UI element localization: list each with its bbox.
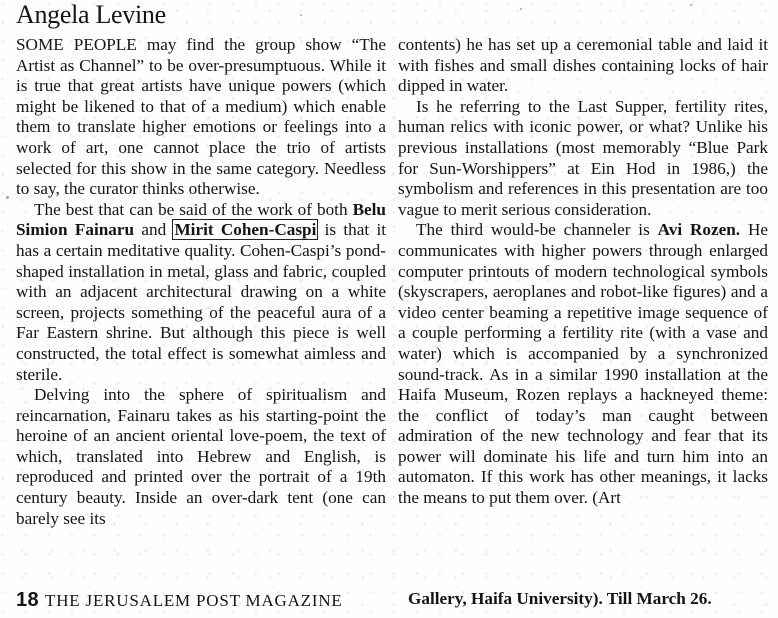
- paragraph-2-intro: The best that can be said of the work of both: [34, 199, 353, 219]
- page-footer: [16, 588, 343, 613]
- paragraph-3-text: Delving into the sphere of spiritualism and reincarnation, Fainaru takes as his starting-point the heroine of an ancient oriental love-poem, the text of which, translated into Hebrew and English, is reproduced and printed over the portrait of a 19th century beauty. Inside an over-dark tent (one can barely see its: [16, 385, 386, 528]
- page-number: 18: [16, 589, 40, 611]
- article-ending: Gallery, Haifa University). Till March 26.: [408, 589, 712, 608]
- scan-speck: [300, 14, 302, 16]
- magazine-name: THE JERUSALEM POST MAGAZINE: [45, 591, 343, 610]
- scan-speck: [520, 8, 522, 10]
- scan-speck: [690, 4, 692, 6]
- paragraph-1: [16, 35, 386, 200]
- paragraph-6-intro: The third would-be channeler is: [416, 220, 658, 240]
- paragraph-1-text: may find the group show “The Artist as Channel” to be over-presumptuous. While it is true that great artists have unique powers (which might be likened to that of a medium) which enable them to translate higher emotions or feelings into a work of art, one cannot place the trio of artists selected for this show in the same category. Needless to say, the curator thinks otherwise.: [16, 35, 386, 199]
- article-column-left: [16, 35, 386, 529]
- lead-in: SOME PEOPLE: [16, 35, 137, 54]
- artist-name-fainaru: Belu Simion Fainaru: [16, 199, 386, 240]
- scan-speck: [6, 196, 9, 199]
- paragraph-2-and: and: [134, 220, 174, 240]
- paragraph-2: [16, 200, 386, 385]
- scan-speck: [760, 140, 762, 142]
- author-byline: Angela Levine: [16, 0, 166, 29]
- paragraph-6: [398, 220, 768, 508]
- paragraph-5-text: Is he referring to the Last Supper, fertility rites, human relics with iconic power, or what? Unlike his previous installations (most memorably “Blue Park for Sun-Worshippers” at Ein Hod in 1986,) the symbolism and references in this presentation are too vague to merit serious consideration.: [398, 96, 768, 219]
- paragraph-4-text: contents) he has set up a ceremonial table and laid it with fishes and small dishes containing locks of hair dipped in water.: [398, 35, 768, 96]
- artist-name-rozen: Avi Rozen.: [657, 220, 741, 240]
- paragraph-6-text: He communicates with higher powers through enlarged computer printouts of modern technological symbols (skyscrapers, aeroplanes and robot-like figures) and a video center beaming a repetitive image sequence of a couple performing a fertility rite (with a vase and water) which is accompanied by a synchronized sound-track. As in a similar 1990 installation at the Haifa Museum, Rozen replays a hackneyed theme: the conflict of today’s man caught between admiration of the new technology and fear that its power will dominate his life and turn him into an automaton. If this work has other meanings, it lacks the means to put them over. (Art: [398, 220, 769, 508]
- paragraph-2-text: is that it has a certain meditative quality. Cohen-Caspi’s pond-shaped installation in metal, glass and fabric, coupled with an adjacent architectural drawing on a white screen, projects something of the peaceful aura of a Far Eastern shrine. But although this piece is well constructed, the total effect is somewhat aimless and sterile.: [16, 220, 386, 384]
- article-column-right: [398, 35, 768, 509]
- artist-name-cohen-caspi-highlighted: Mirit Cohen-Caspi: [174, 220, 317, 240]
- paragraph-3: [16, 385, 386, 529]
- paragraph-5: [398, 97, 768, 221]
- scan-speck: [380, 420, 382, 422]
- paragraph-4: [398, 35, 768, 97]
